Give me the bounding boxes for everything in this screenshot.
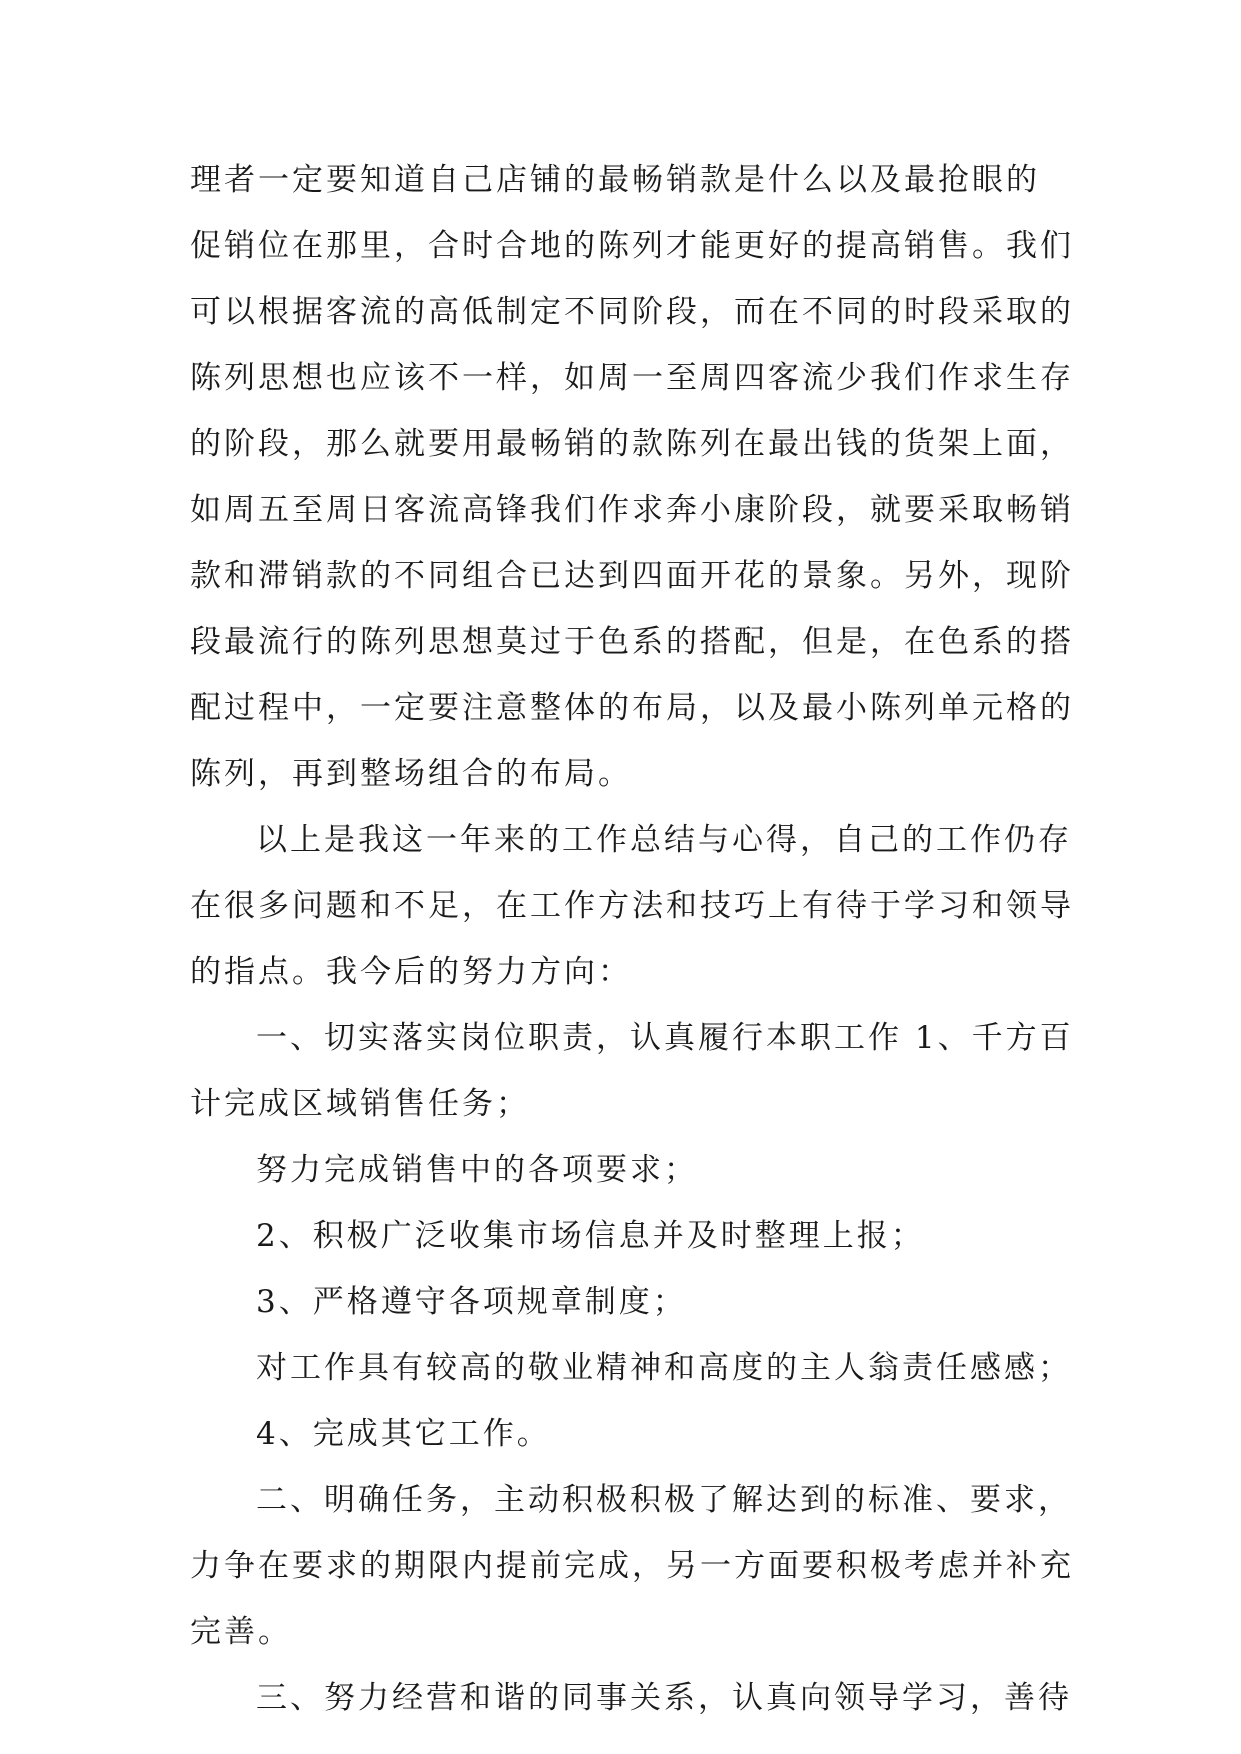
text-line: 陈列，再到整场组合的布局。 [190,756,632,792]
text-line: 2、积极广泛收集市场信息并及时整理上报； [256,1218,925,1254]
text-line: 配过程中，一定要注意整体的布局，以及最小陈列单元格的 [190,690,1074,726]
text-line: 促销位在那里，合时合地的陈列才能更好的提高销售。我们 [190,228,1074,264]
text-line: 款和滞销款的不同组合已达到四面开花的景象。另外，现阶 [190,558,1074,594]
text-line: 完善。 [190,1614,292,1650]
text-line: 三、努力经营和谐的同事关系，认真向领导学习，善待 [256,1680,1072,1716]
text-line: 的指点。我今后的努力方向： [190,954,632,990]
text-line: 陈列思想也应该不一样，如周一至周四客流少我们作求生存 [190,360,1074,396]
text-line: 以上是我这一年来的工作总结与心得，自己的工作仍存 [256,822,1072,858]
text-line: 的阶段，那么就要用最畅销的款陈列在最出钱的货架上面， [190,426,1074,462]
document-body [190,160,1074,1744]
text-line: 对工作具有较高的敬业精神和高度的主人翁责任感感； [256,1350,1072,1386]
text-line: 努力完成销售中的各项要求； [256,1152,698,1188]
text-line: 在很多问题和不足，在工作方法和技巧上有待于学习和领导 [190,888,1074,924]
text-line: 可以根据客流的高低制定不同阶段，而在不同的时段采取的 [190,294,1074,330]
text-line: 计完成区域销售任务； [190,1086,530,1122]
text-line: 理者一定要知道自己店铺的最畅销款是什么以及最抢眼的 [190,162,1040,198]
text-line: 4、完成其它工作。 [256,1416,551,1452]
text-line: 段最流行的陈列思想莫过于色系的搭配，但是，在色系的搭 [190,624,1074,660]
text-line: 如周五至周日客流高锋我们作求奔小康阶段，就要采取畅销 [190,492,1074,528]
text-line: 一、切实落实岗位职责，认真履行本职工作 1、千方百 [256,1020,1074,1056]
text-line: 力争在要求的期限内提前完成，另一方面要积极考虑并补充 [190,1548,1074,1584]
text-line: 3、严格遵守各项规章制度； [256,1284,687,1320]
text-line: 二、明确任务，主动积极积极了解达到的标准、要求， [256,1482,1072,1518]
